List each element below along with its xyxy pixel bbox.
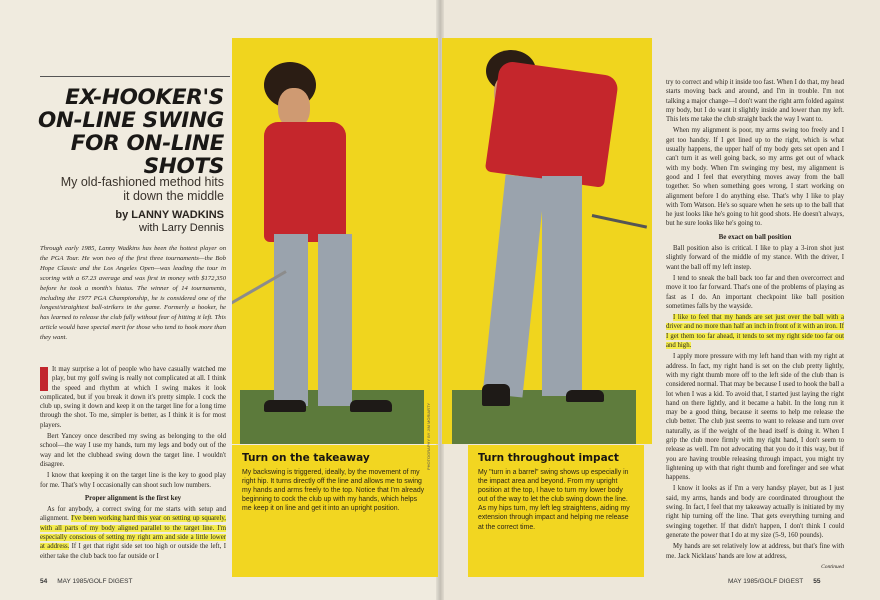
headline-rule	[40, 76, 230, 77]
intro-paragraph: Through early 1985, Lanny Wadkins has been the hottest player on the PGA Tour. He won two of the first three tournaments—the Bob Hope Classic and the Los Angeles Open—was leading the tour in scoring with a 67.23 average and was first in money with $172,350 before he took a month's hiatus. The winner of 14 tournaments, including the 1977 PGA Championship, he is considered one of the longest/straightest ball-strikers in the game. Formerly a hooker, he has learned to release the club fully without fear of hitting it left. This article would have special merit for those who tend to hook more than they want.	[40, 245, 226, 342]
body-paragraph: I know it looks as if I'm a very handsy player, but as I just said, my arms, hands and body are coordinated throughout the swing. In fact, I feel that my takeaway actually is initiated by my right hip turning off the line. That gets everything turning and swinging together. If that didn't happen, I don't think I could generate the power that I do at my size (5-9, 160 pounds).	[666, 485, 844, 539]
caption-text: My "turn in a barrel" swing shows up especially in the impact area and beyond. From my upright position at the top, I have to turn my lower body out of the way to let the club swing down the line. As my hips turn, my left leg straightens, aiding my extension through impact and helping me release at the correct time.	[478, 469, 630, 531]
golfer-trousers-left	[274, 234, 308, 406]
folio-right	[728, 578, 821, 585]
subhead-alignment: Proper alignment is the first key	[84, 493, 182, 502]
byline	[40, 209, 224, 235]
caption-text: My backswing is triggered, ideally, by the movement of my right hip. It turns directly off the line and allows me to swing my hands and arms freely to the top. Notice that I'm already beginning to cock the club up with my hands, which helps me keep it on line and get it into an upright position.	[242, 469, 425, 513]
body-paragraph: Bert Yancey once described my swing as belonging to the old school—the way I use my hands, turn my legs and body out of the way and let the clubhead swing down the target line. I wouldn't disagree.	[40, 433, 226, 468]
golfer-trousers-right	[542, 176, 582, 396]
caption-takeaway	[232, 445, 438, 577]
issue-right: MAY 1985/GOLF DIGEST	[728, 578, 804, 585]
golfer-shoe	[264, 400, 306, 412]
photo-takeaway	[232, 38, 438, 444]
caption-impact	[468, 445, 644, 577]
deck: My old-fashioned method hits it down the middle	[60, 175, 224, 203]
photo-grass	[452, 390, 636, 444]
right-body-column	[666, 78, 844, 572]
golfer-shoe	[482, 384, 510, 406]
subhead-ball-position: Be exact on ball position	[718, 232, 792, 241]
body-paragraph: I know that keeping it on the target line is the key to good play for me. That's why I occasionally can shoot such low numbers.	[40, 472, 226, 489]
continued-note: Continued	[821, 563, 844, 570]
body-paragraph: It may surprise a lot of people who have casually watched me play, but my golf swing is really not complicated at all. I think the speed and rhythm at which I swing makes it look complicated, but if you break it down it's pretty simple. I cock the club up, swing it down and keep it on the target line for a long time through the shot. To me, simpler is better, as I think it is for most players.	[40, 366, 226, 429]
body-paragraph: I tend to sneak the ball back too far and then overcorrect and move it too far forward. That's one of the problems of playing as fast as I do. An important checkpoint like ball position sometimes falls by the wayside.	[666, 274, 844, 310]
golfer-trousers-left	[483, 175, 546, 398]
body-paragraph: My hands are set relatively low at address, but that's fine with me. Jack Nicklaus' hands are low at address,	[666, 543, 844, 560]
caption-title: Turn on the takeaway	[242, 452, 370, 464]
byline-coauthor: with Larry Dennis	[139, 222, 224, 234]
byline-author: by LANNY WADKINS	[115, 209, 224, 221]
caption-title: Turn throughout impact	[478, 452, 619, 464]
issue-left: MAY 1985/GOLF DIGEST	[57, 578, 133, 585]
body-paragraph: As for anybody, a correct swing for me starts with setup and alignment. I've been working hard this year on setting up squarely, with all parts of my body aligned parallel to the target line. I'm especially conscious of setting my right arm and side a little lower at address. If I get that right side set too high or outside the left, I either take the club back too far outside or I	[40, 506, 226, 560]
body-paragraph: Ball position also is critical. I like to play a 3-iron shot just slightly forward of the middle of my stance. With the driver, I want the ball off my left instep.	[666, 245, 844, 271]
body-paragraph	[666, 313, 844, 350]
body-paragraph: try to correct and whip it inside too fast. When I do that, my head starts moving back and around, and I'm in trouble. I'm not talking a major change—I don't want the right arm folded against my body, but I do want it slightly inside and lower than my left. This lets me take the club straight back the way I want to.	[666, 79, 844, 124]
page-number-right: 55	[813, 578, 821, 585]
golfer-sweater	[485, 60, 619, 188]
left-body-column	[40, 365, 226, 563]
golf-club	[592, 214, 647, 229]
drop-cap	[40, 367, 48, 391]
folio-left	[40, 578, 133, 585]
photo-impact	[442, 38, 652, 444]
highlighted-text: I've been working hard this year on setting up squarely, with all parts of my body aligned parallel to the target line. I'm especially conscious of setting my right arm and side a little lower at address.	[40, 515, 226, 551]
golfer-shoe	[566, 390, 604, 402]
golfer-shoe	[350, 400, 392, 412]
golfer-sweater	[264, 122, 346, 242]
golfer-trousers-right	[318, 234, 352, 406]
page-number-left: 54	[40, 578, 48, 585]
body-paragraph: When my alignment is poor, my arms swing too freely and I get too handsy. If I get lined up to the right, which is what usually happens, the upper half of my body gets set open and I can't turn it as well going back, so my arms get out of whack with my body. When I'm swinging my best, my alignment is good and I feel that everything moves away from the ball together. So when something goes wrong, I start working on alignment before I do anything else. That's why I like to play with Tom Watson. He's so square when he sets up to the ball that he just looks like he's going to hit good shots. He doesn't always, but he sure looks like he's going to.	[666, 127, 844, 228]
body-paragraph: I apply more pressure with my left hand than with my right at address. In fact, my right hand is set on the club pretty lightly, with my right thumb more off to the left side of the club than is considered normal. That may be because I used to hook the ball a lot when I was a kid. To avoid that, I started just laying the right hand on there lightly, and it became a habit. In the long run it may be a good thing, because it seems to help me release the club better. The club just seems to want to release and turn over naturally, as if the weight of the head itself is doing it. When I grip the club more firmly with my right hand, I don't seem to release as well. I'm not advocating that you do it this way, but if you are having trouble releasing through impact, you might try lightening up with that right thumb and forefinger and see what happens.	[666, 353, 844, 482]
headline: EX-HOOKER'S ON-LINE SWING FOR ON-LINE SHOTS	[38, 85, 224, 179]
photo-credit: PHOTOGRAPHY BY JIM MORIARTY	[426, 402, 431, 470]
highlighted-text: I like to feel that my hands are set just over the ball with a driver and no more than half an inch in front of it with an iron. If I get them too far ahead, it tends to set my right side too far out and high.	[666, 314, 844, 350]
